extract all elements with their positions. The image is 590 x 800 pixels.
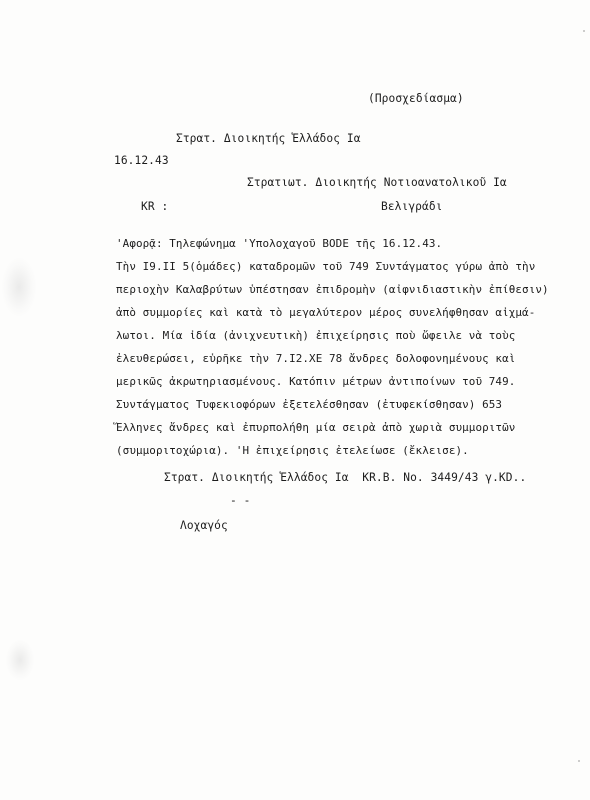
body-line: λωτοι. Μία ἰδία (ἀνιχνευτικὴ) ἐπιχείρησις ποὺ ὤφειλε νὰ τοὺς (116, 329, 516, 342)
body-line: (συμμοριτοχώρια). 'Η ἐπιχείρησις ἐτελείωσε (ἔκλεισε). (116, 444, 469, 457)
paper-speck (578, 760, 580, 762)
signature-dashes: - - (230, 494, 251, 507)
city-line: Βελιγράδι (381, 200, 443, 213)
sender-line: Στρατ. Διοικητής Ἑλλάδος Ια (176, 132, 361, 145)
paper-smudge (6, 640, 34, 680)
draft-label: (Προσχεδίασμα) (368, 92, 464, 105)
body-line: Τὴν I9.II 5(ὁμάδες) καταδρομῶν τοῦ 749 Συντάγματος γύρω ἀπὸ τὴν (116, 260, 536, 273)
signature-rank: Λοχαγός (180, 519, 228, 532)
body-line-subject: 'Αφορᾷ: Τηλεφώνημα 'Υπολοχαγοῦ BODE τῆς 16.12.43. (116, 237, 443, 250)
body-line: ἀπὸ συμμορίες καὶ κατὰ τὸ μεγαλύτερον μέρος συνελήφθησαν αἰχμά- (116, 306, 536, 319)
closing-reference-line: Στρατ. Διοικητής Ἑλλάδος Ια KR.B. No. 3449/43 γ.KD.. (164, 471, 527, 484)
recipient-line: Στρατιωτ. Διοικητής Νοτιοανατολικοῦ Ια (247, 176, 507, 189)
paper-speck (583, 30, 585, 32)
body-line: περιοχὴν Καλαβρύτων ὑπέστησαν ἐπιδρομὴν (αἰφνιδιαστικὴν ἐπίθεσιν) (116, 283, 549, 296)
kr-label: KR : (141, 200, 169, 213)
body-line: μερικῶς ἀκρωτηριασμένους. Κατόπιν μέτρων ἀντιποίνων τοῦ 749. (116, 375, 516, 388)
paper-smudge (2, 258, 36, 316)
body-line: Συντάγματος Τυφεκιοφόρων ἐξετελέσθησαν (ἐτυφεκίσθησαν) 653 (116, 398, 503, 411)
document-date: 16.12.43 (114, 154, 169, 167)
body-line: Ἕλληνες ἄνδρες καὶ ἐπυρπολήθη μία σειρὰ ἀπὸ χωριὰ συμμοριτῶν (116, 421, 516, 434)
body-line: ἐλευθερώσει, εὑρῆκε τὴν 7.I2.ΧΕ 78 ἄνδρες δολοφονημένους καὶ (116, 352, 516, 365)
